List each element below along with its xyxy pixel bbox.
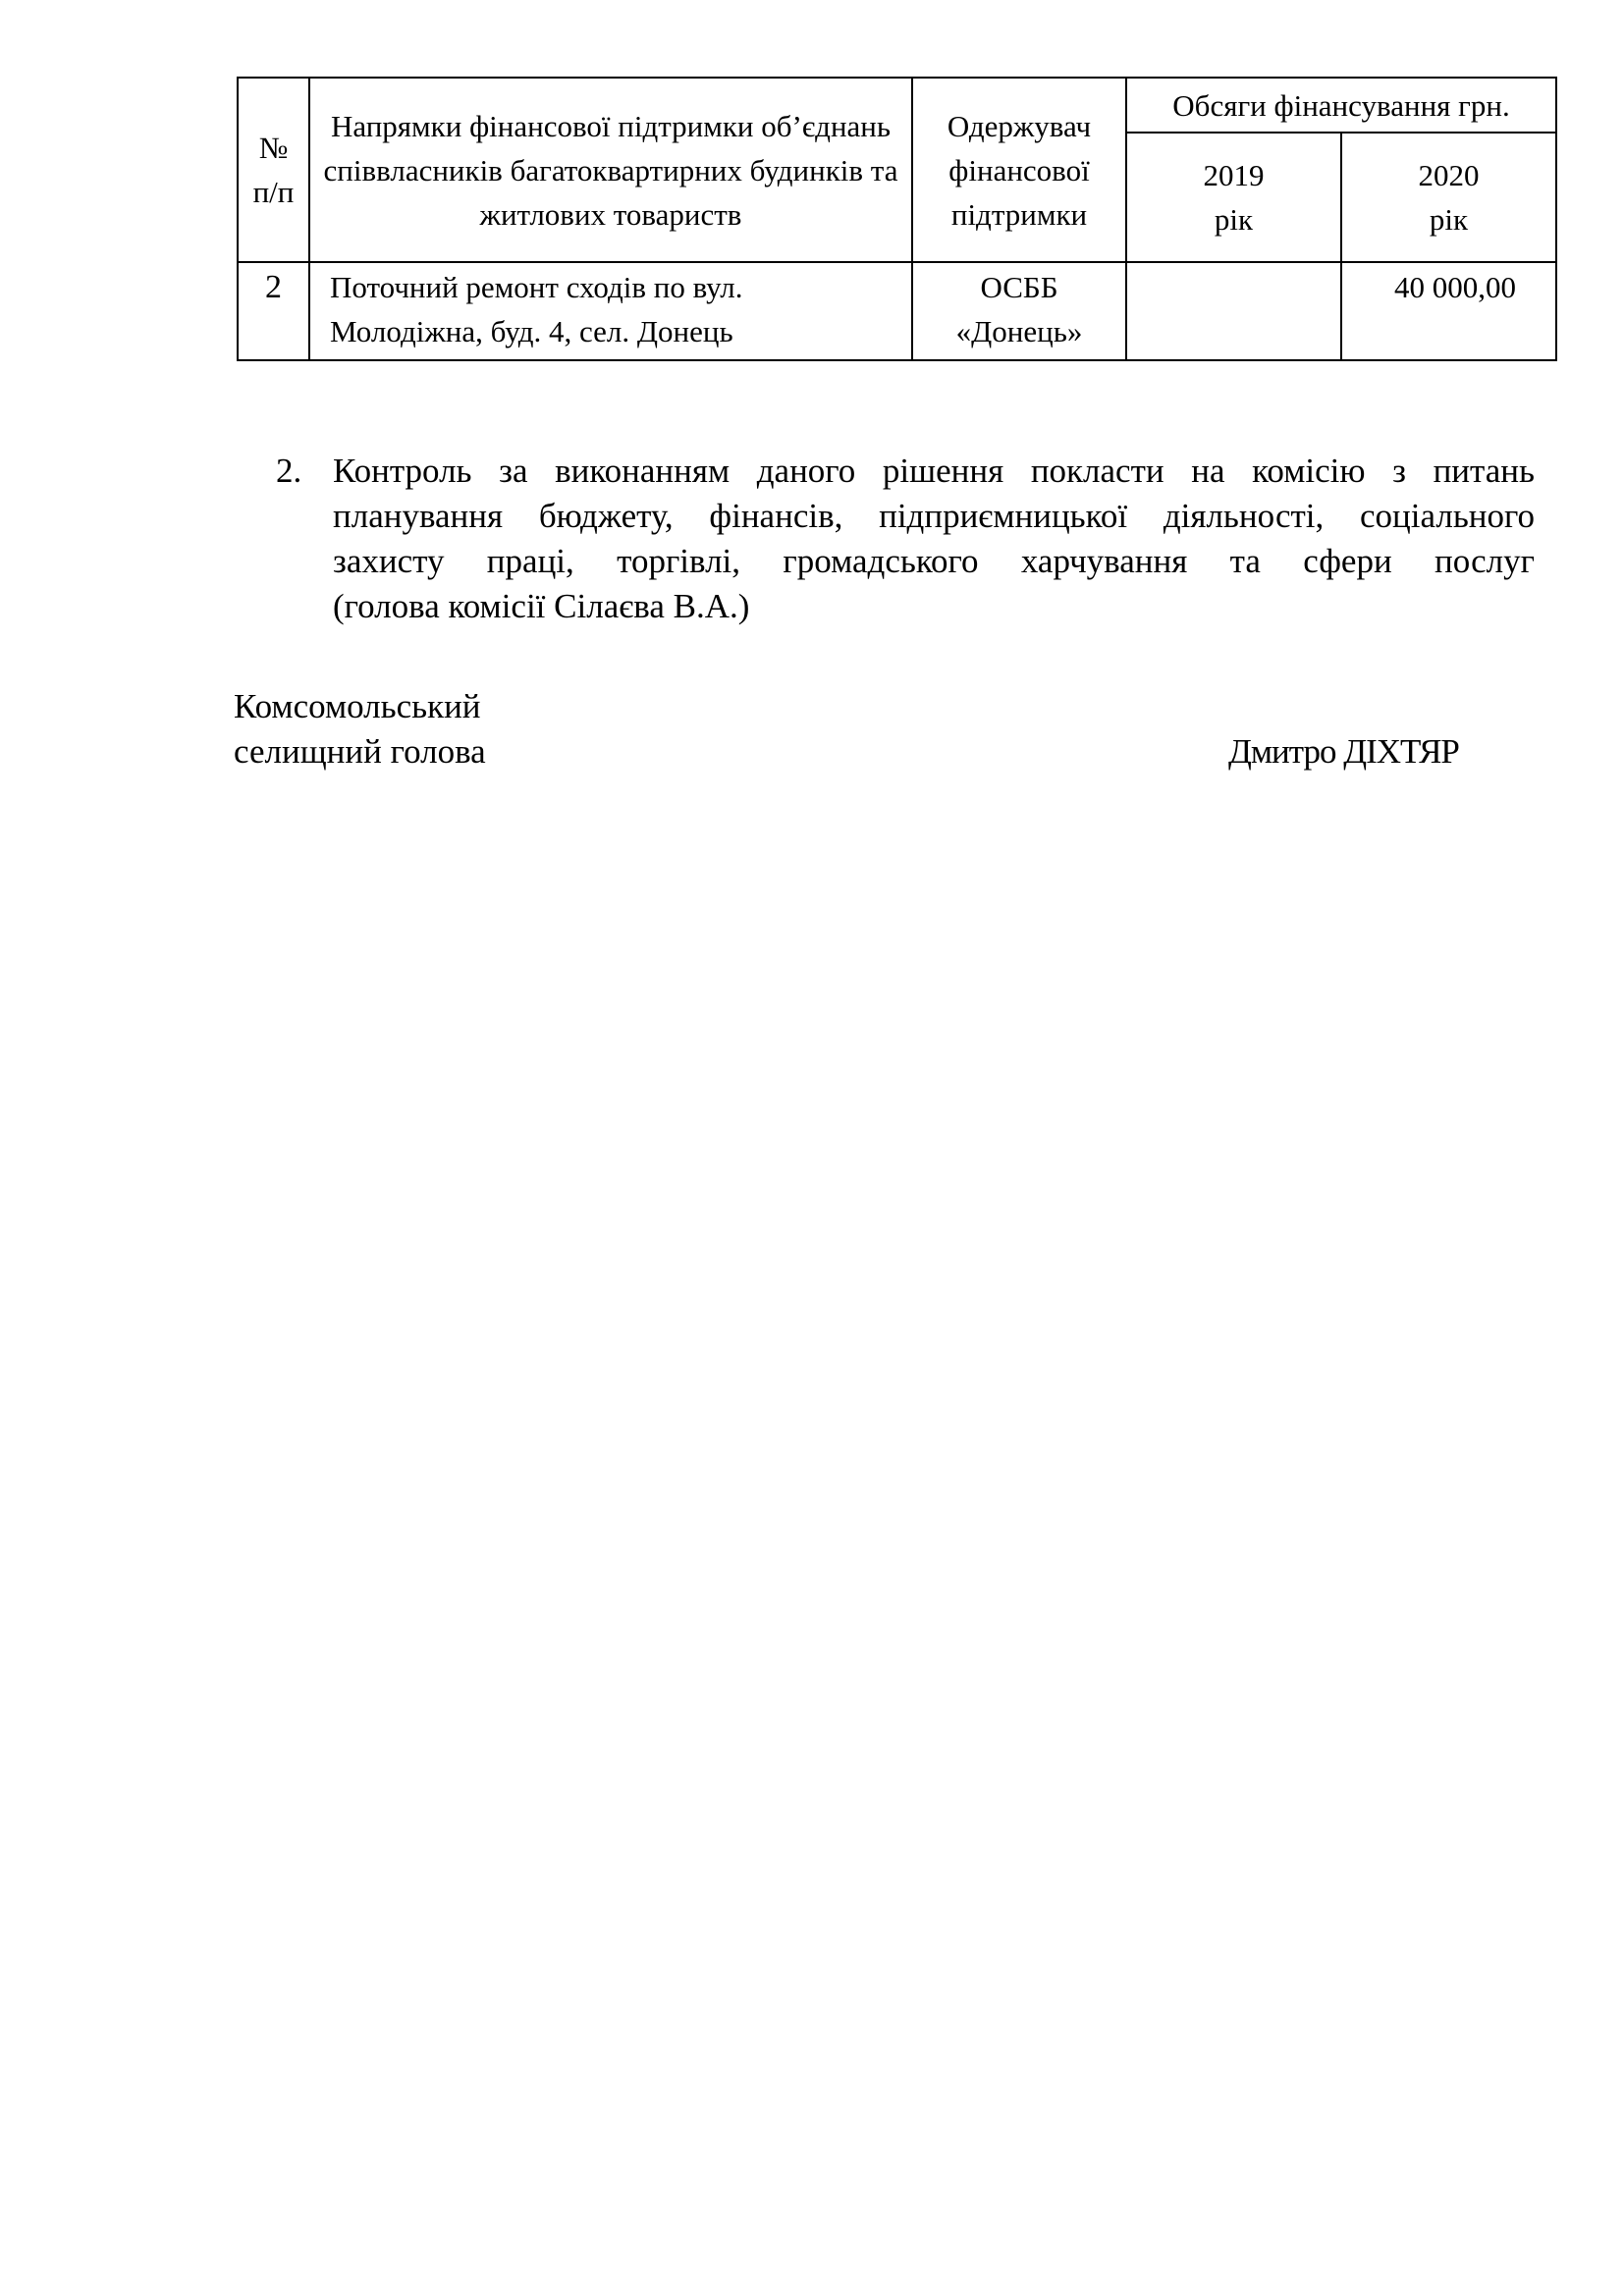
signatory-name: Дмитро ДІХТЯР bbox=[1228, 732, 1459, 771]
header-direction: Напрямки фінансової підтримки об’єднань співвласників багатоквартирних будинків та житлових товариств bbox=[309, 78, 912, 262]
header-year-2019-value: 2019 bbox=[1203, 158, 1265, 192]
row-direction: Поточний ремонт сходів по вул. Молодіжна, буд. 4, сел. Донець bbox=[309, 262, 912, 360]
header-number-line-2: п/п bbox=[252, 175, 295, 209]
row-recipient-line-1: ОСББ bbox=[980, 270, 1058, 304]
clause-number: 2. bbox=[276, 452, 302, 490]
signatory-position bbox=[234, 684, 486, 774]
table-header-row bbox=[238, 78, 1556, 133]
clause-line-1: Контроль за виконанням даного рішення покласти на комісію з питань bbox=[333, 452, 1535, 490]
clause-text bbox=[333, 449, 1535, 629]
clause-line-2: планування бюджету, фінансів, підприємницької діяльності, соціального bbox=[333, 497, 1535, 535]
header-year-2020-unit: рік bbox=[1429, 202, 1469, 237]
table-row bbox=[238, 262, 1556, 360]
row-recipient bbox=[912, 262, 1126, 360]
header-year-2019-unit: рік bbox=[1214, 202, 1254, 237]
row-recipient-line-2: «Донець» bbox=[955, 314, 1083, 348]
clause-line-3: захисту праці, торгівлі, громадського харчування та сфери послуг bbox=[333, 542, 1535, 580]
decision-clause bbox=[276, 449, 1535, 629]
header-funding-group: Обсяги фінансування грн. bbox=[1126, 78, 1556, 133]
row-number: 2 bbox=[238, 262, 309, 360]
header-recipient: Одержувач фінансової підтримки bbox=[912, 78, 1126, 262]
header-year-2019 bbox=[1126, 133, 1341, 262]
signatory-position-line-1: Комсомольський bbox=[234, 687, 481, 725]
row-amount-2019 bbox=[1126, 262, 1341, 360]
header-number bbox=[238, 78, 309, 262]
signatory-position-line-2: селищний голова bbox=[234, 732, 486, 771]
financing-table bbox=[237, 77, 1557, 361]
header-year-2020 bbox=[1341, 133, 1556, 262]
header-year-2020-value: 2020 bbox=[1418, 158, 1480, 192]
row-amount-2020: 40 000,00 bbox=[1341, 262, 1556, 360]
header-number-line-1: № bbox=[258, 131, 289, 165]
clause-line-4: (голова комісії Сілаєва В.А.) bbox=[333, 587, 750, 625]
